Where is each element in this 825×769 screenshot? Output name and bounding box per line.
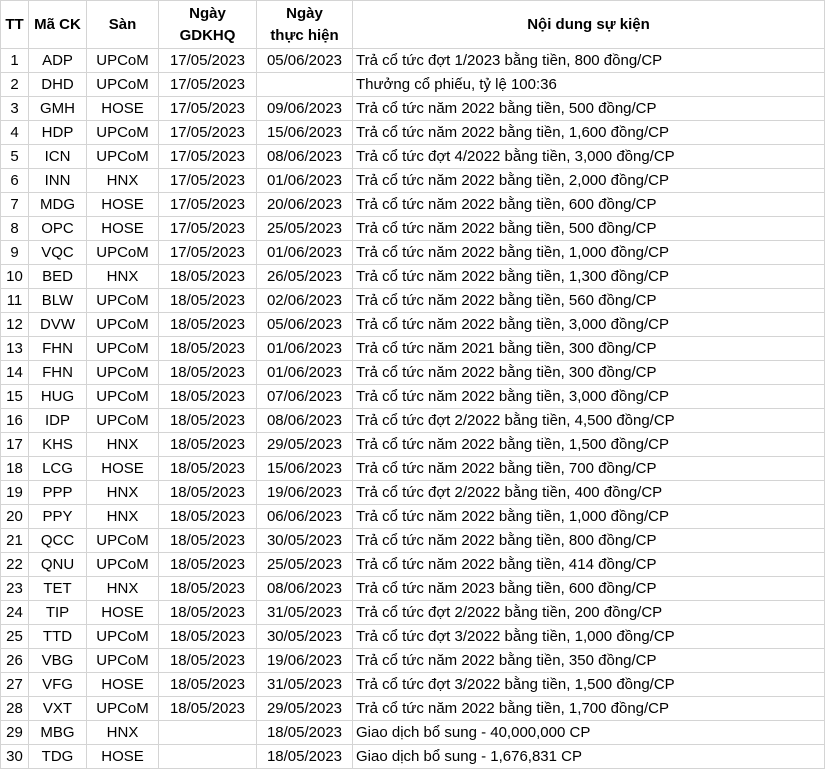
cell-noi-dung: Trả cổ tức năm 2022 bằng tiền, 414 đồng/CP (353, 553, 825, 577)
cell-tt: 22 (1, 553, 29, 577)
cell-tt: 28 (1, 697, 29, 721)
cell-noi-dung: Trả cổ tức năm 2022 bằng tiền, 700 đồng/CP (353, 457, 825, 481)
cell-tt: 19 (1, 481, 29, 505)
cell-noi-dung: Thưởng cổ phiếu, tỷ lệ 100:36 (353, 73, 825, 97)
cell-ngay-gdkhq: 18/05/2023 (159, 289, 257, 313)
cell-ngay-thuc-hien: 15/06/2023 (257, 457, 353, 481)
cell-noi-dung: Trả cổ tức năm 2022 bằng tiền, 500 đồng/CP (353, 217, 825, 241)
cell-san: UPCoM (87, 49, 159, 73)
cell-ngay-thuc-hien: 01/06/2023 (257, 361, 353, 385)
header-ngay-gdkhq-line2: GDKHQ (179, 26, 236, 44)
cell-ngay-gdkhq: 17/05/2023 (159, 121, 257, 145)
table-row (1, 241, 825, 265)
cell-tt: 4 (1, 121, 29, 145)
cell-ngay-thuc-hien: 20/06/2023 (257, 193, 353, 217)
table-row (1, 121, 825, 145)
cell-san: UPCoM (87, 121, 159, 145)
cell-ngay-gdkhq: 18/05/2023 (159, 577, 257, 601)
cell-ngay-thuc-hien: 26/05/2023 (257, 265, 353, 289)
table-row (1, 673, 825, 697)
cell-tt: 30 (1, 745, 29, 769)
cell-ngay-thuc-hien: 08/06/2023 (257, 577, 353, 601)
cell-ngay-gdkhq: 18/05/2023 (159, 361, 257, 385)
cell-ma-ck: LCG (29, 457, 87, 481)
cell-ma-ck: MBG (29, 721, 87, 745)
cell-ngay-gdkhq: 17/05/2023 (159, 241, 257, 265)
table-row (1, 217, 825, 241)
cell-ma-ck: HDP (29, 121, 87, 145)
cell-noi-dung: Trả cổ tức đợt 4/2022 bằng tiền, 3,000 đồng/CP (353, 145, 825, 169)
cell-tt: 29 (1, 721, 29, 745)
cell-tt: 14 (1, 361, 29, 385)
cell-noi-dung: Trả cổ tức năm 2023 bằng tiền, 600 đồng/CP (353, 577, 825, 601)
table-row (1, 337, 825, 361)
cell-ngay-thuc-hien: 15/06/2023 (257, 121, 353, 145)
cell-tt: 18 (1, 457, 29, 481)
cell-ngay-gdkhq: 18/05/2023 (159, 649, 257, 673)
cell-tt: 20 (1, 505, 29, 529)
cell-san: HNX (87, 481, 159, 505)
cell-san: HOSE (87, 193, 159, 217)
cell-noi-dung: Trả cổ tức năm 2022 bằng tiền, 350 đồng/CP (353, 649, 825, 673)
cell-noi-dung: Trả cổ tức năm 2022 bằng tiền, 600 đồng/CP (353, 193, 825, 217)
table-row (1, 481, 825, 505)
cell-san: UPCoM (87, 409, 159, 433)
cell-tt: 10 (1, 265, 29, 289)
cell-ngay-gdkhq: 18/05/2023 (159, 625, 257, 649)
table-row (1, 169, 825, 193)
cell-san: HNX (87, 433, 159, 457)
header-row (1, 1, 825, 49)
cell-ma-ck: IDP (29, 409, 87, 433)
cell-ngay-gdkhq: 18/05/2023 (159, 337, 257, 361)
cell-ma-ck: GMH (29, 97, 87, 121)
cell-san: HOSE (87, 97, 159, 121)
table-row (1, 457, 825, 481)
cell-ngay-gdkhq: 18/05/2023 (159, 265, 257, 289)
cell-san: HOSE (87, 601, 159, 625)
cell-ngay-gdkhq: 18/05/2023 (159, 529, 257, 553)
table-row (1, 697, 825, 721)
cell-ngay-thuc-hien: 18/05/2023 (257, 721, 353, 745)
cell-ma-ck: TDG (29, 745, 87, 769)
table-row (1, 265, 825, 289)
table-row (1, 433, 825, 457)
cell-noi-dung: Trả cổ tức đợt 2/2022 bằng tiền, 4,500 đồng/CP (353, 409, 825, 433)
cell-ngay-gdkhq: 18/05/2023 (159, 481, 257, 505)
cell-ngay-gdkhq: 17/05/2023 (159, 193, 257, 217)
cell-noi-dung: Trả cổ tức năm 2022 bằng tiền, 1,700 đồng/CP (353, 697, 825, 721)
cell-ngay-thuc-hien: 30/05/2023 (257, 529, 353, 553)
cell-ma-ck: INN (29, 169, 87, 193)
cell-tt: 13 (1, 337, 29, 361)
cell-ma-ck: PPY (29, 505, 87, 529)
cell-san: UPCoM (87, 73, 159, 97)
table-row (1, 193, 825, 217)
cell-san: UPCoM (87, 553, 159, 577)
cell-ngay-gdkhq: 17/05/2023 (159, 97, 257, 121)
table-row (1, 97, 825, 121)
cell-ma-ck: QCC (29, 529, 87, 553)
cell-ngay-thuc-hien: 29/05/2023 (257, 433, 353, 457)
cell-ngay-gdkhq (159, 745, 257, 769)
cell-tt: 11 (1, 289, 29, 313)
table-row (1, 145, 825, 169)
cell-ngay-thuc-hien: 01/06/2023 (257, 337, 353, 361)
cell-noi-dung: Trả cổ tức đợt 2/2022 bằng tiền, 200 đồng/CP (353, 601, 825, 625)
cell-ngay-gdkhq: 18/05/2023 (159, 313, 257, 337)
cell-ma-ck: ICN (29, 145, 87, 169)
cell-ngay-gdkhq: 18/05/2023 (159, 505, 257, 529)
cell-san: UPCoM (87, 289, 159, 313)
cell-ma-ck: VFG (29, 673, 87, 697)
cell-noi-dung: Trả cổ tức năm 2022 bằng tiền, 500 đồng/CP (353, 97, 825, 121)
cell-san: UPCoM (87, 529, 159, 553)
cell-san: HOSE (87, 745, 159, 769)
cell-san: UPCoM (87, 697, 159, 721)
cell-ngay-thuc-hien: 05/06/2023 (257, 49, 353, 73)
cell-ma-ck: PPP (29, 481, 87, 505)
cell-tt: 9 (1, 241, 29, 265)
cell-tt: 5 (1, 145, 29, 169)
cell-tt: 7 (1, 193, 29, 217)
cell-noi-dung: Trả cổ tức đợt 3/2022 bằng tiền, 1,000 đồng/CP (353, 625, 825, 649)
table-row (1, 721, 825, 745)
cell-ma-ck: BLW (29, 289, 87, 313)
cell-noi-dung: Trả cổ tức năm 2022 bằng tiền, 2,000 đồng/CP (353, 169, 825, 193)
cell-ngay-thuc-hien: 07/06/2023 (257, 385, 353, 409)
cell-ma-ck: ADP (29, 49, 87, 73)
cell-ma-ck: FHN (29, 337, 87, 361)
cell-ma-ck: VQC (29, 241, 87, 265)
cell-noi-dung: Trả cổ tức năm 2022 bằng tiền, 1,000 đồng/CP (353, 505, 825, 529)
cell-san: HNX (87, 505, 159, 529)
cell-tt: 24 (1, 601, 29, 625)
table-row (1, 601, 825, 625)
cell-san: UPCoM (87, 145, 159, 169)
cell-noi-dung: Trả cổ tức năm 2022 bằng tiền, 300 đồng/CP (353, 361, 825, 385)
table-row (1, 553, 825, 577)
cell-tt: 8 (1, 217, 29, 241)
cell-ma-ck: BED (29, 265, 87, 289)
cell-noi-dung: Trả cổ tức năm 2022 bằng tiền, 1,300 đồng/CP (353, 265, 825, 289)
cell-san: HOSE (87, 673, 159, 697)
cell-ma-ck: QNU (29, 553, 87, 577)
cell-ngay-thuc-hien: 08/06/2023 (257, 145, 353, 169)
cell-ngay-thuc-hien: 30/05/2023 (257, 625, 353, 649)
cell-tt: 27 (1, 673, 29, 697)
cell-ngay-thuc-hien: 29/05/2023 (257, 697, 353, 721)
cell-noi-dung: Trả cổ tức đợt 2/2022 bằng tiền, 400 đồng/CP (353, 481, 825, 505)
table-row (1, 409, 825, 433)
cell-ngay-gdkhq (159, 721, 257, 745)
table-row (1, 313, 825, 337)
cell-tt: 21 (1, 529, 29, 553)
header-ngay-thuc-hien (257, 1, 353, 49)
cell-ma-ck: OPC (29, 217, 87, 241)
cell-san: UPCoM (87, 625, 159, 649)
cell-noi-dung: Trả cổ tức năm 2022 bằng tiền, 1,000 đồng/CP (353, 241, 825, 265)
cell-noi-dung: Trả cổ tức năm 2022 bằng tiền, 800 đồng/CP (353, 529, 825, 553)
cell-tt: 25 (1, 625, 29, 649)
cell-san: UPCoM (87, 361, 159, 385)
header-ngay-thuc-hien-line1: Ngày (286, 4, 323, 22)
cell-ngay-gdkhq: 18/05/2023 (159, 673, 257, 697)
cell-ma-ck: KHS (29, 433, 87, 457)
cell-ngay-thuc-hien: 18/05/2023 (257, 745, 353, 769)
cell-ngay-gdkhq: 18/05/2023 (159, 409, 257, 433)
table-row (1, 385, 825, 409)
cell-ngay-thuc-hien: 31/05/2023 (257, 673, 353, 697)
table-row (1, 73, 825, 97)
table-row (1, 289, 825, 313)
cell-san: HNX (87, 721, 159, 745)
cell-noi-dung: Trả cổ tức năm 2021 bằng tiền, 300 đồng/CP (353, 337, 825, 361)
cell-san: UPCoM (87, 313, 159, 337)
cell-ngay-thuc-hien: 25/05/2023 (257, 553, 353, 577)
cell-ngay-thuc-hien: 01/06/2023 (257, 241, 353, 265)
cell-noi-dung: Trả cổ tức đợt 3/2022 bằng tiền, 1,500 đồng/CP (353, 673, 825, 697)
cell-ma-ck: MDG (29, 193, 87, 217)
table-row (1, 625, 825, 649)
cell-ma-ck: HUG (29, 385, 87, 409)
cell-ngay-gdkhq: 17/05/2023 (159, 145, 257, 169)
table-row (1, 745, 825, 769)
table-row (1, 649, 825, 673)
cell-noi-dung: Trả cổ tức năm 2022 bằng tiền, 1,500 đồng/CP (353, 433, 825, 457)
cell-ngay-thuc-hien: 19/06/2023 (257, 649, 353, 673)
table-row (1, 577, 825, 601)
cell-ma-ck: TTD (29, 625, 87, 649)
cell-ngay-thuc-hien: 31/05/2023 (257, 601, 353, 625)
cell-tt: 15 (1, 385, 29, 409)
cell-ngay-gdkhq: 17/05/2023 (159, 169, 257, 193)
cell-tt: 23 (1, 577, 29, 601)
cell-tt: 6 (1, 169, 29, 193)
cell-san: HOSE (87, 457, 159, 481)
header-ngay-gdkhq-line1: Ngày (189, 4, 226, 22)
table-row (1, 505, 825, 529)
cell-san: HNX (87, 265, 159, 289)
cell-san: HNX (87, 169, 159, 193)
cell-ngay-thuc-hien: 25/05/2023 (257, 217, 353, 241)
cell-ma-ck: VBG (29, 649, 87, 673)
cell-ngay-gdkhq: 17/05/2023 (159, 73, 257, 97)
header-san: Sàn (87, 1, 159, 49)
cell-tt: 17 (1, 433, 29, 457)
cell-ngay-gdkhq: 18/05/2023 (159, 385, 257, 409)
header-ngay-gdkhq (159, 1, 257, 49)
cell-ngay-thuc-hien: 02/06/2023 (257, 289, 353, 313)
cell-san: UPCoM (87, 241, 159, 265)
cell-san: UPCoM (87, 649, 159, 673)
cell-tt: 26 (1, 649, 29, 673)
table-row (1, 49, 825, 73)
cell-noi-dung: Trả cổ tức năm 2022 bằng tiền, 3,000 đồng/CP (353, 385, 825, 409)
cell-san: HNX (87, 577, 159, 601)
table-row (1, 529, 825, 553)
cell-noi-dung: Giao dịch bổ sung - 40,000,000 CP (353, 721, 825, 745)
header-noi-dung: Nội dung sự kiện (353, 1, 825, 49)
cell-ngay-thuc-hien: 06/06/2023 (257, 505, 353, 529)
cell-ma-ck: FHN (29, 361, 87, 385)
cell-ngay-gdkhq: 18/05/2023 (159, 601, 257, 625)
cell-noi-dung: Trả cổ tức đợt 1/2023 bằng tiền, 800 đồng/CP (353, 49, 825, 73)
header-ngay-thuc-hien-line2: thực hiện (270, 26, 339, 44)
cell-ma-ck: TIP (29, 601, 87, 625)
cell-tt: 12 (1, 313, 29, 337)
header-ma-ck: Mã CK (29, 1, 87, 49)
cell-ngay-gdkhq: 18/05/2023 (159, 553, 257, 577)
cell-san: HOSE (87, 217, 159, 241)
cell-ngay-thuc-hien (257, 73, 353, 97)
cell-ngay-gdkhq: 18/05/2023 (159, 457, 257, 481)
table-row (1, 361, 825, 385)
cell-ma-ck: DHD (29, 73, 87, 97)
cell-noi-dung: Trả cổ tức năm 2022 bằng tiền, 560 đồng/CP (353, 289, 825, 313)
cell-san: UPCoM (87, 385, 159, 409)
cell-noi-dung: Trả cổ tức năm 2022 bằng tiền, 1,600 đồng/CP (353, 121, 825, 145)
cell-ngay-gdkhq: 18/05/2023 (159, 433, 257, 457)
cell-ngay-thuc-hien: 08/06/2023 (257, 409, 353, 433)
cell-ngay-gdkhq: 18/05/2023 (159, 697, 257, 721)
cell-tt: 2 (1, 73, 29, 97)
cell-ngay-thuc-hien: 01/06/2023 (257, 169, 353, 193)
cell-ngay-gdkhq: 17/05/2023 (159, 217, 257, 241)
cell-noi-dung: Giao dịch bổ sung - 1,676,831 CP (353, 745, 825, 769)
cell-ma-ck: VXT (29, 697, 87, 721)
cell-ngay-thuc-hien: 19/06/2023 (257, 481, 353, 505)
cell-ngay-thuc-hien: 05/06/2023 (257, 313, 353, 337)
header-tt: TT (1, 1, 29, 49)
cell-tt: 3 (1, 97, 29, 121)
cell-ngay-gdkhq: 17/05/2023 (159, 49, 257, 73)
cell-san: UPCoM (87, 337, 159, 361)
cell-ma-ck: DVW (29, 313, 87, 337)
cell-noi-dung: Trả cổ tức năm 2022 bằng tiền, 3,000 đồng/CP (353, 313, 825, 337)
cell-ngay-thuc-hien: 09/06/2023 (257, 97, 353, 121)
cell-tt: 1 (1, 49, 29, 73)
cell-ma-ck: TET (29, 577, 87, 601)
cell-tt: 16 (1, 409, 29, 433)
